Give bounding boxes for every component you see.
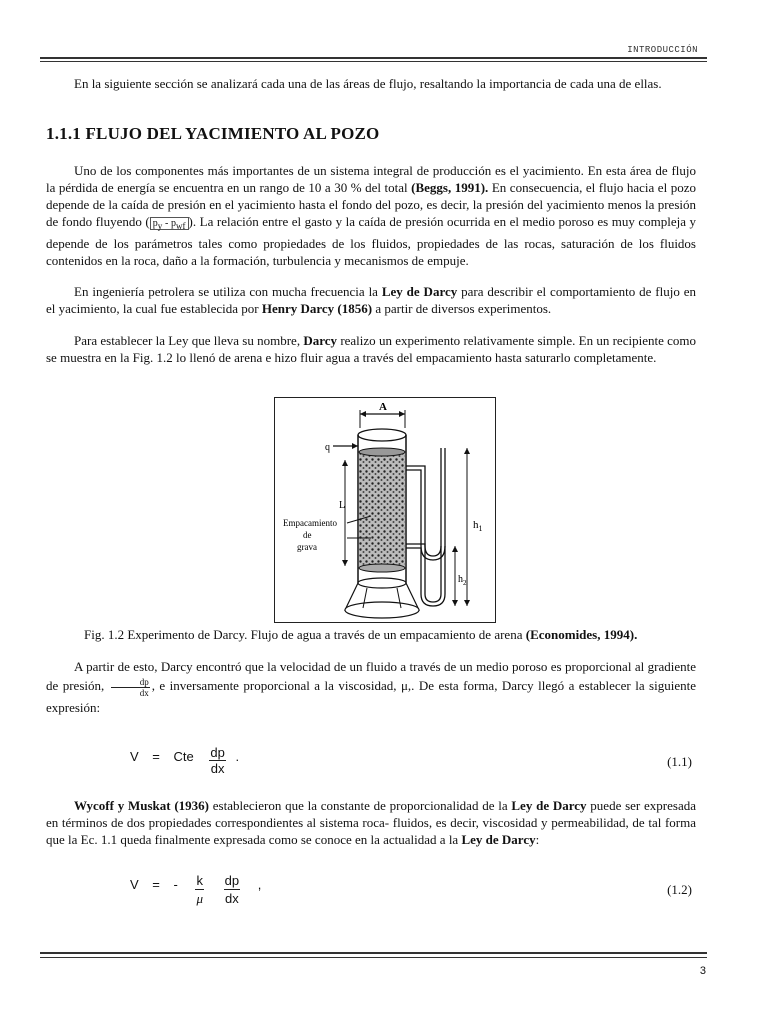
page-number: 3: [699, 965, 706, 977]
section-heading: 1.1.1 FLUJO DEL YACIMIENTO AL POZO: [46, 124, 380, 143]
label-h1: $h_1$: [473, 519, 483, 533]
equation-number-1-2: (1.2): [667, 882, 692, 897]
label-pack-1: Empacamiento: [283, 518, 337, 528]
paragraph-experiment: Para establecer la Ley que lleva su nombre, Darcy realizo un experimento relativamente simple. En un recipiente como se muestra en la Fig. 1.2 lo llenó de arena e hizo fluir agua a través del empacamiento hasta saturarlo completamente.: [46, 333, 696, 365]
darcy-experiment-figure: [274, 397, 496, 623]
header-rule-thick: [40, 57, 707, 59]
label-h2: $h_2$: [458, 574, 467, 587]
label-length-L: L: [339, 500, 346, 511]
paragraph-darcy-law: En ingeniería petrolera se utiliza con mucha frecuencia la Ley de Darcy para describir el comportamiento de flujo en el yacimiento, la cual fue establecida por Henry Darcy (1856) a partir de diversos experimentos.: [46, 284, 696, 316]
pressure-difference: py - pwf: [150, 217, 189, 230]
paragraph-reservoir: Uno de los componentes más importantes de un sistema integral de producción es el yacimiento. En esta área de flujo la pérdida de energía se encuentra en un rango de 10 a 30 % del total (Beggs, 1991). En consecuencia, el flujo hacia el pozo depende de la caída de presión en el yacimiento hasta el fondo del pozo, es decir, la presión del yacimiento menos la presión de fondo fluyendo ( py - pwf ). La relación entre el gasto y la caída de presión ocurrida en el medio poroso es muy compleja y depende de los parámetros tales como propiedades de los fluidos, propiedades de las rocas, saturación de los fluidos contenidos en la roca, daño a la formación, turbulencia y mecanismos de empuje.: [46, 163, 696, 268]
figure-caption: Fig. 1.2 Experimento de Darcy. Flujo de agua a través de un empacamiento de arena (Economides, 1994).: [84, 627, 638, 642]
header-rule-thin: [40, 61, 707, 62]
label-pack-3: grava: [297, 542, 317, 552]
footer-rule-thin: [40, 957, 707, 958]
gradient-fraction: $\frac{dp}{dx}$: [111, 677, 150, 698]
footer-rule-thick: [40, 952, 707, 954]
ref-beggs: (Beggs, 1991).: [411, 180, 489, 195]
equation-1-2: V = - $\frac{k}{\mu}$ $\frac{dp}{dx}$ ,: [130, 873, 262, 906]
intro-paragraph: En la siguiente sección se analizará cada una de las áreas de flujo, resaltando la importancia de cada una de ellas.: [74, 76, 662, 91]
running-header: INTRODUCCIÓN: [627, 45, 698, 55]
label-flow-q: q: [325, 442, 330, 453]
label-pack-2: de: [303, 530, 312, 540]
paragraph-wycoff-muskat: Wycoff y Muskat (1936) establecieron que la constante de proporcionalidad de la Ley de Darcy puede ser expresada en términos de dos propiedades correspondientes al sistema roca- fluidos, es decir, viscosidad y permeabilidad, de tal forma que la Ec. 1.1 queda finalmente expresada como se conoce en la actualidad a la Ley de Darcy:: [46, 798, 696, 847]
label-area-A: A: [379, 401, 387, 413]
darcy-apparatus-diagram: [275, 398, 495, 622]
equation-1-1: V = Cte $\frac{dp}{dx}$ .: [130, 745, 240, 776]
equation-number-1-1: (1.1): [667, 754, 692, 769]
paragraph-velocity: A partir de esto, Darcy encontró que la velocidad de un fluido a través de un medio poroso es proporcional al gradiente de presión, $\frac{dp}{dx}$ , e inversamente proporcional a la viscosidad, μ,. De esta forma, Darcy llegó a establecer la siguiente expresión:: [46, 659, 696, 715]
